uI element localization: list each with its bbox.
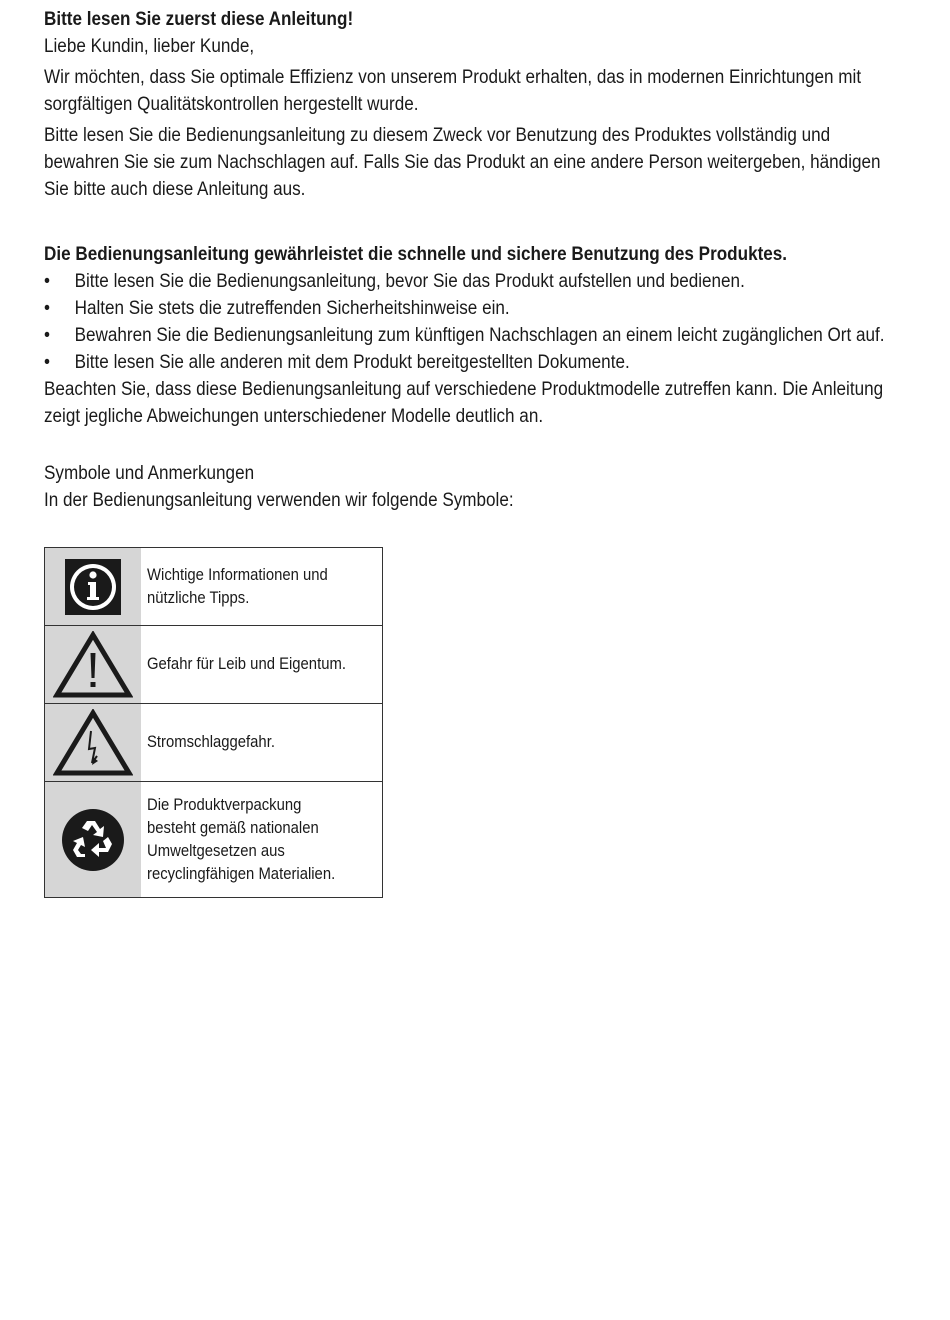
guide-heading: Die Bedienungsanleitung gewährleistet die schnelle und sichere Benutzung des Produktes. (44, 244, 788, 265)
electric-shock-icon (45, 704, 141, 781)
bullet-icon: • (44, 271, 50, 292)
intro-paragraph-2: Bitte lesen Sie die Bedienungsanleitung zu diesem Zweck vor Benutzung des Produktes vollständig und bewahren Sie sie zum Nachschlagen auf. Falls Sie das Produkt an eine andere Person weitergeben, händigen Sie bitte auch diese Anleitung aus. (44, 125, 881, 200)
symbol-description: Stromschlaggefahr. (147, 733, 275, 751)
table-row (45, 782, 382, 897)
guide-list (44, 268, 904, 376)
bullet-icon: • (44, 298, 50, 319)
symbols-table (44, 547, 383, 898)
intro-heading: Bitte lesen Sie zuerst diese Anleitung! (44, 9, 354, 30)
list-item: • Halten Sie stets die zutreffenden Sicherheitshinweise ein. (44, 295, 887, 322)
table-row (45, 548, 382, 626)
bullet-icon: • (44, 325, 50, 346)
symbols-heading: Symbole und Anmerkungen (44, 463, 255, 484)
content (44, 6, 904, 514)
list-item: • Bewahren Sie die Bedienungsanleitung zum künftigen Nachschlagen an einem leicht zugänglichen Ort auf. (44, 322, 887, 349)
recycling-icon (45, 782, 141, 897)
bullet-icon: • (44, 352, 50, 373)
greeting: Liebe Kundin, lieber Kunde, (44, 36, 255, 57)
symbol-description: Die Produktverpackung besteht gemäß nationalen Umweltgesetzen aus recyclingfähigen Materialien. (147, 795, 336, 883)
symbol-description: Gefahr für Leib und Eigentum. (147, 655, 346, 673)
list-item: • Bitte lesen Sie die Bedienungsanleitung, bevor Sie das Produkt aufstellen und bedienen. (44, 268, 887, 295)
symbol-description: Wichtige Informationen und nützliche Tipps. (147, 565, 328, 607)
symbols-intro: In der Bedienungsanleitung verwenden wir folgende Symbole: (44, 490, 514, 511)
guide-note: Beachten Sie, dass diese Bedienungsanleitung auf verschiedene Produktmodelle zutreffen kann. Die Anleitung zeigt jegliche Abweichungen unterschiedener Modelle deutlich an. (44, 379, 884, 427)
table-row (45, 704, 382, 782)
info-icon (45, 548, 141, 625)
warning-icon (45, 626, 141, 703)
list-item: • Bitte lesen Sie alle anderen mit dem Produkt bereitgestellten Dokumente. (44, 349, 887, 376)
table-row (45, 626, 382, 704)
intro-paragraph-1: Wir möchten, dass Sie optimale Effizienz von unserem Produkt erhalten, das in modernen Einrichtungen mit sorgfältigen Qualitätskontrollen hergestellt wurde. (44, 67, 862, 115)
